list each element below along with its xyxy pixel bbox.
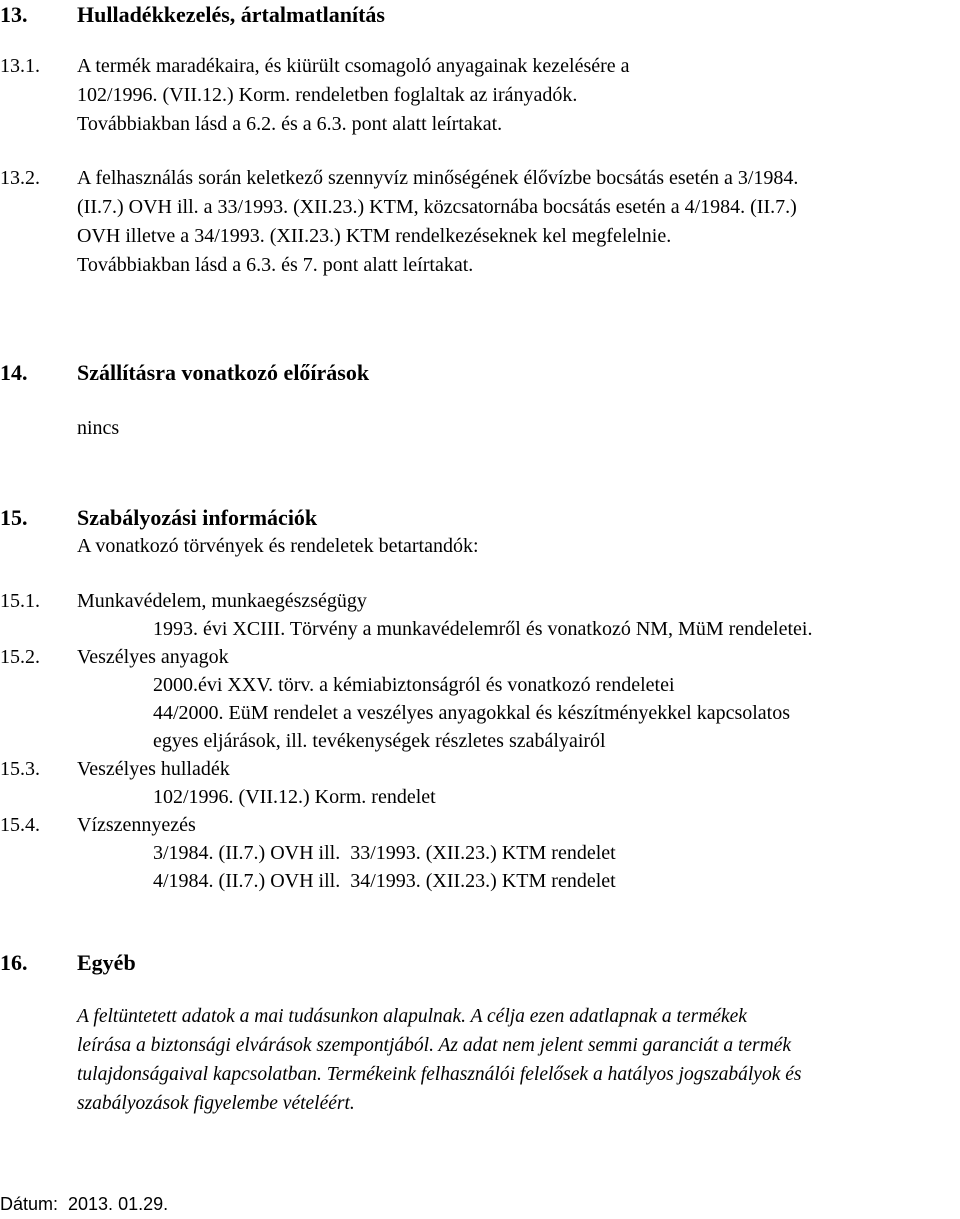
- subsection-15-2-line: 44/2000. EüM rendelet a veszélyes anyagokkal és készítményekkel kapcsolatos: [153, 702, 791, 724]
- section-13-title: Hulladékkezelés, ártalmatlanítás: [77, 2, 385, 27]
- subsection-15-2-number: 15.2.: [0, 646, 40, 668]
- section-15-title: Szabályozási információk: [77, 505, 318, 530]
- section-14-body: nincs: [77, 417, 120, 439]
- section-15-intro: A vonatkozó törvények és rendeletek betartandók:: [77, 535, 479, 557]
- subsection-15-1-number: 15.1.: [0, 590, 40, 612]
- subsection-15-3-line: 102/1996. (VII.12.) Korm. rendelet: [153, 786, 436, 808]
- subsection-15-4-line: 4/1984. (II.7.) OVH ill. 34/1993. (XII.23.) KTM rendelet: [153, 870, 616, 892]
- subsection-13-1-number: 13.1.: [0, 55, 40, 77]
- subsection-13-2-line: OVH illetve a 34/1993. (XII.23.) KTM rendelkezéseknek kel megfelelnie.: [77, 225, 672, 247]
- subsection-13-1-line: Továbbiakban lásd a 6.2. és a 6.3. pont alatt leírtakat.: [77, 113, 503, 135]
- subsection-15-2-title: Veszélyes anyagok: [77, 646, 229, 668]
- disclaimer-line: leírása a biztonsági elvárások szempontjából. Az adat nem jelent semmi garanciát a termék: [77, 1035, 792, 1056]
- subsection-13-1-line: 102/1996. (VII.12.) Korm. rendeletben foglaltak az irányadók.: [77, 84, 578, 106]
- disclaimer-line: szabályozások figyelembe vételéért.: [77, 1093, 355, 1114]
- subsection-15-4-line: 3/1984. (II.7.) OVH ill. 33/1993. (XII.23.) KTM rendelet: [153, 842, 616, 864]
- section-14-title: Szállításra vonatkozó előírások: [77, 360, 370, 385]
- subsection-13-2-line: (II.7.) OVH ill. a 33/1993. (XII.23.) KTM, közcsatornába bocsátás esetén a 4/1984. (II.7.): [77, 196, 797, 218]
- section-14-number: 14.: [0, 360, 28, 385]
- footer-date: Dátum: 2013. 01.29.: [0, 1194, 169, 1214]
- section-16-title: Egyéb: [77, 950, 136, 975]
- subsection-13-1-line: A termék maradékaira, és kiürült csomagoló anyagainak kezelésére a: [77, 55, 630, 77]
- subsection-15-2-line: egyes eljárások, ill. tevékenységek részletes szabályairól: [153, 730, 606, 752]
- subsection-15-1-line: 1993. évi XCIII. Törvény a munkavédelemről és vonatkozó NM, MüM rendeletei.: [153, 618, 813, 640]
- section-16-number: 16.: [0, 950, 28, 975]
- subsection-13-2-line: Továbbiakban lásd a 6.3. és 7. pont alatt leírtakat.: [77, 254, 474, 276]
- subsection-15-2-line: 2000.évi XXV. törv. a kémiabiztonságról és vonatkozó rendeletei: [153, 674, 675, 696]
- subsection-15-3-title: Veszélyes hulladék: [77, 758, 230, 780]
- subsection-15-3-number: 15.3.: [0, 758, 40, 780]
- subsection-13-2-number: 13.2.: [0, 167, 40, 189]
- subsection-15-4-number: 15.4.: [0, 814, 40, 836]
- disclaimer-line: tulajdonságaival kapcsolatban. Termékeink felhasználói felelősek a hatályos jogszabályok és: [77, 1064, 802, 1085]
- subsection-15-4-title: Vízszennyezés: [77, 814, 196, 836]
- subsection-13-2-line: A felhasználás során keletkező szennyvíz minőségének élővízbe bocsátás esetén a 3/1984.: [77, 167, 799, 189]
- section-15-number: 15.: [0, 505, 28, 530]
- section-13-number: 13.: [0, 2, 28, 27]
- disclaimer-line: A feltüntetett adatok a mai tudásunkon alapulnak. A célja ezen adatlapnak a termékek: [77, 1006, 747, 1027]
- subsection-15-1-title: Munkavédelem, munkaegészségügy: [77, 590, 367, 612]
